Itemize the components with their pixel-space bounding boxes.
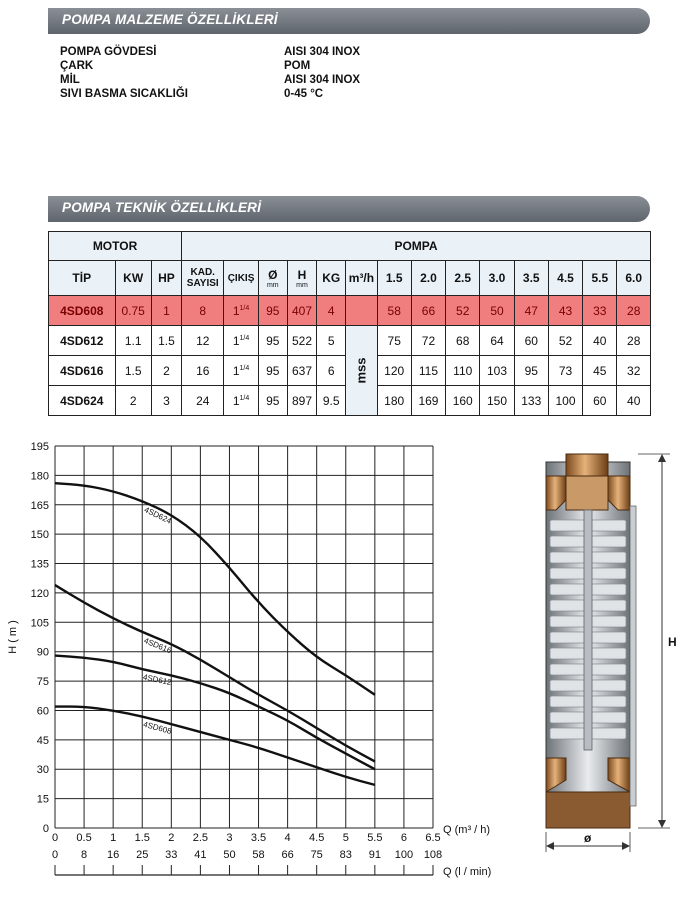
material-label: POMPA GÖVDESİ	[60, 46, 157, 58]
col-flow-unit: m³/h	[346, 261, 377, 296]
material-value: 0-45 °C	[284, 88, 324, 100]
pump-shaft	[584, 510, 592, 750]
x2-tick-label: 100	[394, 849, 414, 861]
y-tick-label: 75	[36, 676, 49, 689]
col-flow: 2.0	[411, 261, 445, 296]
material-value: AISI 304 INOX	[284, 74, 361, 86]
technical-banner	[48, 196, 650, 222]
pump-diagram	[520, 440, 690, 860]
col-flow: 4.5	[548, 261, 582, 296]
pump-outlet	[566, 454, 608, 476]
cell-kad: 12	[182, 326, 224, 356]
cell-head: 110	[446, 356, 480, 386]
cell-tip: 4SD612	[49, 326, 116, 356]
x-tick-label: 4	[284, 832, 291, 844]
series-label: 4SD624	[142, 505, 173, 526]
y-tick-label: 30	[36, 764, 49, 777]
cell-dia: 95	[258, 296, 287, 326]
x2-tick-label: 83	[339, 849, 352, 861]
cell-kw: 1.5	[115, 356, 151, 386]
cell-head: 64	[480, 326, 514, 356]
cell-cikis: $1^{1/4}$	[224, 356, 258, 386]
y-tick-label: 105	[30, 617, 49, 630]
cell-dia: 95	[258, 356, 287, 386]
technical-title: POMPA TEKNİK ÖZELLİKLERİ	[62, 200, 262, 215]
cell-h: 522	[287, 326, 316, 356]
x2-tick-label: 41	[194, 849, 207, 861]
series-label: 4SD616	[142, 636, 173, 656]
y-tick-label: 45	[36, 734, 49, 747]
arrow-up-icon	[658, 454, 666, 462]
y-tick-label: 120	[30, 587, 49, 600]
cell-head: 40	[583, 326, 617, 356]
cell-head: 33	[583, 296, 617, 326]
series-label: 4SD612	[142, 672, 173, 688]
x2-tick-label: 91	[368, 849, 381, 861]
x-tick-label: 3.5	[250, 832, 267, 844]
cell-blank	[346, 296, 377, 326]
col-flow: 3.5	[514, 261, 548, 296]
cell-head: 47	[514, 296, 548, 326]
y-axis-label: H ( m )	[7, 620, 19, 654]
y-tick-label: 150	[30, 529, 49, 542]
material-title: POMPA MALZEME ÖZELLİKLERİ	[62, 12, 278, 27]
x2-tick-label: 58	[252, 849, 265, 861]
x-tick-label: 0.5	[76, 832, 92, 844]
y-tick-label: 195	[30, 441, 49, 453]
y-tick-label: 15	[36, 793, 49, 806]
cell-head: 28	[617, 326, 651, 356]
material-label: ÇARK	[60, 60, 94, 72]
x-tick-label: 5.5	[367, 832, 383, 844]
col-kg: KG	[317, 261, 346, 296]
cell-kad: 16	[182, 356, 224, 386]
y-tick-label: 180	[30, 470, 49, 483]
cell-tip: 4SD616	[49, 356, 116, 386]
col-hp: HP	[151, 261, 181, 296]
cell-kw: 1.1	[115, 326, 151, 356]
cell-kg: 6	[317, 356, 346, 386]
cell-head: 68	[446, 326, 480, 356]
series-label: 4SD608	[142, 719, 173, 736]
x2-tick-label: 16	[107, 849, 120, 861]
material-label: SIVI BASMA SICAKLIĞI	[60, 88, 188, 100]
cell-head: 66	[411, 296, 445, 326]
height-label: H	[668, 635, 677, 649]
col-kad: KAD. SAYISI	[182, 261, 224, 296]
cell-head: 100	[548, 386, 582, 416]
material-value: AISI 304 INOX	[284, 46, 361, 58]
col-dia: Ø mm	[258, 261, 287, 296]
x-tick-label: 5	[342, 832, 349, 844]
x2-tick-label: 75	[310, 849, 323, 861]
x-tick-label: 2	[168, 832, 175, 844]
cell-kg: 9.5	[317, 386, 346, 416]
cell-head: 52	[548, 326, 582, 356]
cell-kw: 2	[115, 386, 151, 416]
table-row	[49, 296, 651, 326]
col-kw: KW	[115, 261, 151, 296]
pump-inlet	[546, 792, 630, 828]
cell-head: 60	[583, 386, 617, 416]
x-tick-label: 6.5	[425, 832, 441, 844]
x-tick-label: 2.5	[192, 832, 209, 844]
cell-h: 897	[287, 386, 316, 416]
cell-head: 40	[617, 386, 651, 416]
cell-head: 45	[583, 356, 617, 386]
col-flow: 6.0	[617, 261, 651, 296]
cell-head: 52	[446, 296, 480, 326]
mss-unit: mss	[346, 326, 377, 416]
cell-kw: 0.75	[115, 296, 151, 326]
x-axis-label: Q (m³ / h)	[443, 824, 491, 836]
col-tip: TİP	[49, 261, 116, 296]
arrow-left-icon	[546, 842, 554, 850]
arrow-right-icon	[622, 842, 630, 850]
header-row	[49, 261, 651, 296]
col-flow: 1.5	[377, 261, 411, 296]
performance-chart	[0, 430, 520, 915]
y-tick-label: 165	[30, 499, 49, 512]
cell-head: 115	[411, 356, 445, 386]
x2-tick-label: 33	[165, 849, 178, 861]
cell-head: 133	[514, 386, 548, 416]
x2-tick-label: 0	[51, 849, 59, 861]
pump-cable-guard	[630, 506, 636, 806]
cell-head: 95	[514, 356, 548, 386]
cell-head: 103	[480, 356, 514, 386]
material-label: MİL	[60, 74, 80, 86]
group-motor: MOTOR	[49, 232, 182, 261]
cell-dia: 95	[258, 326, 287, 356]
cell-head: 180	[377, 386, 411, 416]
y-tick-label: 90	[36, 646, 49, 659]
cell-head: 58	[377, 296, 411, 326]
x-tick-label: 1.5	[134, 832, 150, 844]
cell-dia: 95	[258, 386, 287, 416]
cell-head: 73	[548, 356, 582, 386]
col-cikis: ÇIKIŞ	[224, 261, 258, 296]
x-tick-label: 1	[110, 832, 117, 844]
col-flow: 3.0	[480, 261, 514, 296]
x-tick-label: 0	[51, 832, 59, 844]
table-row	[49, 326, 651, 356]
x-tick-label: 6	[400, 832, 407, 844]
cell-kad: 8	[182, 296, 224, 326]
cell-head: 120	[377, 356, 411, 386]
x-tick-label: 4.5	[309, 832, 325, 844]
cell-head: 72	[411, 326, 445, 356]
cell-h: 637	[287, 356, 316, 386]
col-h: H mm	[287, 261, 316, 296]
cell-kad: 24	[182, 386, 224, 416]
cell-cikis: $1^{1/4}$	[224, 296, 258, 326]
x-tick-label: 3	[226, 832, 233, 844]
x2-tick-label: 66	[281, 849, 294, 861]
cell-head: 160	[446, 386, 480, 416]
col-flow: 5.5	[583, 261, 617, 296]
cell-hp: 2	[151, 356, 181, 386]
y-tick-label: 0	[42, 823, 49, 835]
cell-kg: 5	[317, 326, 346, 356]
series-line	[55, 656, 375, 770]
cell-head: 43	[548, 296, 582, 326]
series-line	[55, 707, 375, 785]
pump-head-center	[566, 476, 608, 510]
technical-table	[48, 231, 651, 416]
x2-tick-label: 25	[136, 849, 149, 861]
cell-kg: 4	[317, 296, 346, 326]
x2-tick-label: 50	[223, 849, 236, 861]
cell-head: 32	[617, 356, 651, 386]
cell-cikis: $1^{1/4}$	[224, 386, 258, 416]
cell-cikis: $1^{1/4}$	[224, 326, 258, 356]
series-line	[55, 483, 375, 695]
group-pompa: POMPA	[182, 232, 651, 261]
y-tick-label: 60	[36, 705, 49, 718]
material-value: POM	[284, 60, 311, 72]
cell-hp: 3	[151, 386, 181, 416]
diameter-label: ø	[584, 831, 592, 845]
x2-axis-label: Q (l / min)	[443, 866, 492, 878]
cell-hp: 1.5	[151, 326, 181, 356]
cell-head: 60	[514, 326, 548, 356]
cell-h: 407	[287, 296, 316, 326]
col-flow: 2.5	[446, 261, 480, 296]
material-banner	[48, 8, 650, 34]
cell-tip: 4SD624	[49, 386, 116, 416]
cell-tip: 4SD608	[49, 296, 116, 326]
y-tick-label: 135	[30, 558, 49, 571]
x2-tick-label: 8	[81, 849, 88, 861]
cell-head: 150	[480, 386, 514, 416]
cell-hp: 1	[151, 296, 181, 326]
x2-tick-label: 108	[423, 849, 443, 861]
cell-head: 50	[480, 296, 514, 326]
arrow-down-icon	[658, 820, 666, 828]
cell-head: 169	[411, 386, 445, 416]
cell-head: 75	[377, 326, 411, 356]
cell-head: 28	[617, 296, 651, 326]
